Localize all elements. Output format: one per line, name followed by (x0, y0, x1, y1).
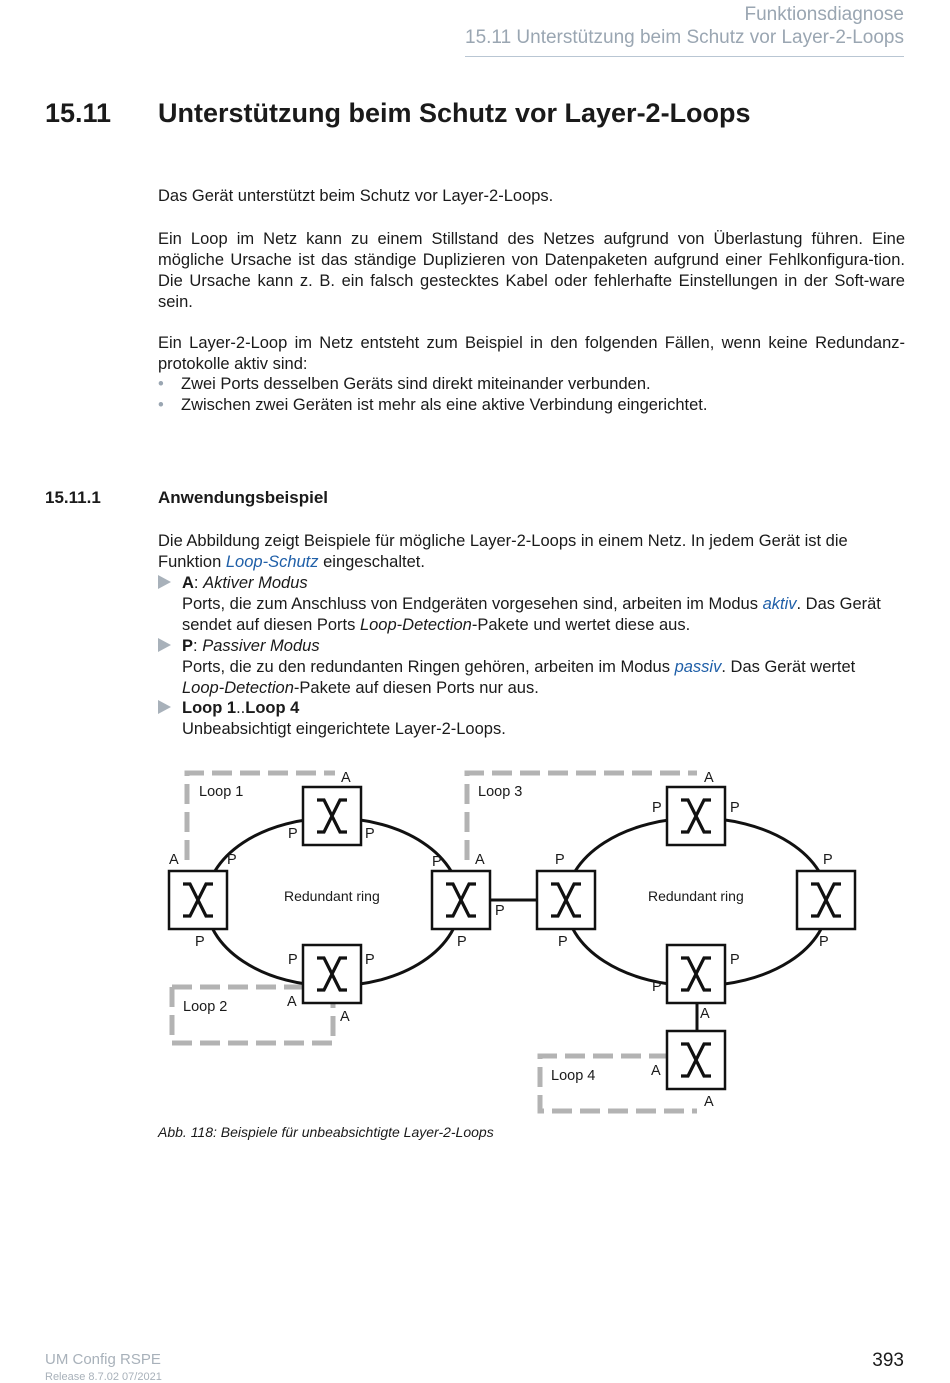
port-label-p: P (365, 952, 375, 968)
footer-document: UM Config RSPE (45, 1351, 161, 1368)
port-label-p: P (227, 852, 237, 868)
running-header-section: 15.11 Unterstützung beim Schutz vor Layer-2-Loops (465, 27, 904, 48)
port-label-p: P (555, 852, 565, 868)
port-label-p: P (819, 934, 829, 950)
text: Loop 1 (182, 699, 237, 717)
port-label-a: A (475, 852, 485, 868)
switch-device-icon (537, 871, 595, 929)
port-label-p: P (288, 826, 298, 842)
subsection-number: 15.11.1 (45, 488, 101, 507)
section-title: Unterstützung beim Schutz vor Layer-2-Loops (158, 98, 751, 128)
text: . Das Gerät (796, 595, 881, 613)
bullet-text: Zwischen zwei Geräten ist mehr als eine aktive Verbindung eingerichtet. (181, 396, 708, 414)
text: sendet auf diesen Ports (182, 616, 360, 634)
port-label-p: P (195, 934, 205, 950)
figure-caption: Abb. 118: Beispiele für unbeabsichtigte Layer-2-Loops (158, 1124, 494, 1140)
item-loops-desc: Unbeabsichtigt eingerichtete Layer-2-Loops. (182, 720, 506, 738)
link-passiv[interactable]: passiv (674, 658, 722, 676)
text: Ports, die zum Anschluss von Endgeräten vorgesehen sind, arbeiten im Modus (182, 595, 763, 613)
link-aktiv[interactable]: aktiv (762, 595, 797, 613)
text: Loop-Detection (359, 616, 472, 634)
bullet-text: Zwei Ports desselben Geräts sind direkt miteinander verbunden. (181, 375, 651, 393)
port-label-p: P (730, 800, 740, 816)
port-label-p: P (288, 952, 298, 968)
text: eingeschaltet. (318, 553, 425, 571)
port-label-a: A (341, 770, 351, 786)
port-label-p: P (730, 952, 740, 968)
text: Loop-Detection (182, 679, 294, 697)
port-label-a: A (169, 852, 179, 868)
footer-release: Release 8.7.02 07/2021 (45, 1371, 162, 1383)
text: Ports, die zu den redundanten Ringen gehören, arbeiten im Modus (182, 658, 675, 676)
subsection-title: Anwendungsbeispiel (158, 488, 329, 507)
loop1-label: Loop 1 (199, 784, 244, 800)
bullet-dot: • (158, 375, 164, 393)
switch-device-icon (667, 787, 725, 845)
text: -Pakete und wertet diese aus. (471, 616, 691, 634)
switch-device-icon (169, 871, 227, 929)
page-number: 393 (872, 1350, 904, 1371)
text: -Pakete auf diesen Ports nur aus. (293, 679, 539, 697)
bullet-dot: • (158, 396, 164, 414)
port-label-a: A (700, 1006, 710, 1022)
loop2-label: Loop 2 (183, 999, 228, 1015)
port-label-p: P (495, 903, 505, 919)
label: Aktiver Modus (203, 574, 308, 592)
switch-device-icon (303, 787, 361, 845)
port-label-a: A (340, 1009, 350, 1025)
port-label-p: P (823, 852, 833, 868)
text: Loop 4 (245, 699, 300, 717)
ring2-label: Redundant ring (648, 888, 744, 904)
port-label-p: P (432, 854, 442, 870)
intro-paragraph-1: Das Gerät unterstützt beim Schutz vor Layer-2-Loops. (158, 187, 554, 205)
ring1-label: Redundant ring (284, 888, 380, 904)
port-label-a: A (651, 1063, 661, 1079)
example-paragraph-line-1: Die Abbildung zeigt Beispiele für mögliche Layer-2-Loops in einem Netz. In jedem Gerät ist die (158, 532, 848, 550)
switch-device-icon (667, 1031, 725, 1089)
port-label-p: P (652, 979, 662, 995)
sep: : (193, 574, 204, 592)
loop4-label: Loop 4 (551, 1068, 596, 1084)
port-label-a: A (287, 994, 297, 1010)
label: Passiver Modus (202, 637, 320, 655)
key: P (182, 637, 194, 655)
port-label-a: A (704, 770, 714, 786)
port-label-p: P (365, 826, 375, 842)
section-number: 15.11 (45, 98, 112, 128)
sep: : (193, 637, 203, 655)
loop3-label: Loop 3 (478, 784, 523, 800)
switch-device-icon (667, 945, 725, 1003)
intro-paragraph-3: Ein Layer-2-Loop im Netz entsteht zum Beispiel in den folgenden Fällen, wenn keine Redundanz-protokolle aktiv sind: (158, 334, 905, 373)
port-label-a: A (704, 1094, 714, 1110)
port-label-p: P (558, 934, 568, 950)
text: . Das Gerät wertet (721, 658, 856, 676)
switch-device-icon (432, 871, 490, 929)
switch-device-icon (303, 945, 361, 1003)
running-header-chapter: Funktionsdiagnose (744, 4, 904, 25)
key: A (182, 574, 194, 592)
port-label-p: P (457, 934, 467, 950)
link-loop-schutz[interactable]: Loop-Schutz (225, 553, 319, 571)
text: Funktion (158, 553, 226, 571)
port-label-p: P (652, 800, 662, 816)
intro-paragraph-2: Ein Loop im Netz kann zu einem Stillstand des Netzes aufgrund von Überlastung führen. Eine mögliche Ursache ist das ständige Duplizieren von Datenpaketen aufgrund einer Fehlkonfigura-tion. Die Ursache kann z. B. ein falsch gestecktes Kabel oder fehlerhafte Einstellungen in der Soft-ware sein. (158, 230, 905, 311)
text: .. (236, 699, 246, 717)
switch-device-icon (797, 871, 855, 929)
